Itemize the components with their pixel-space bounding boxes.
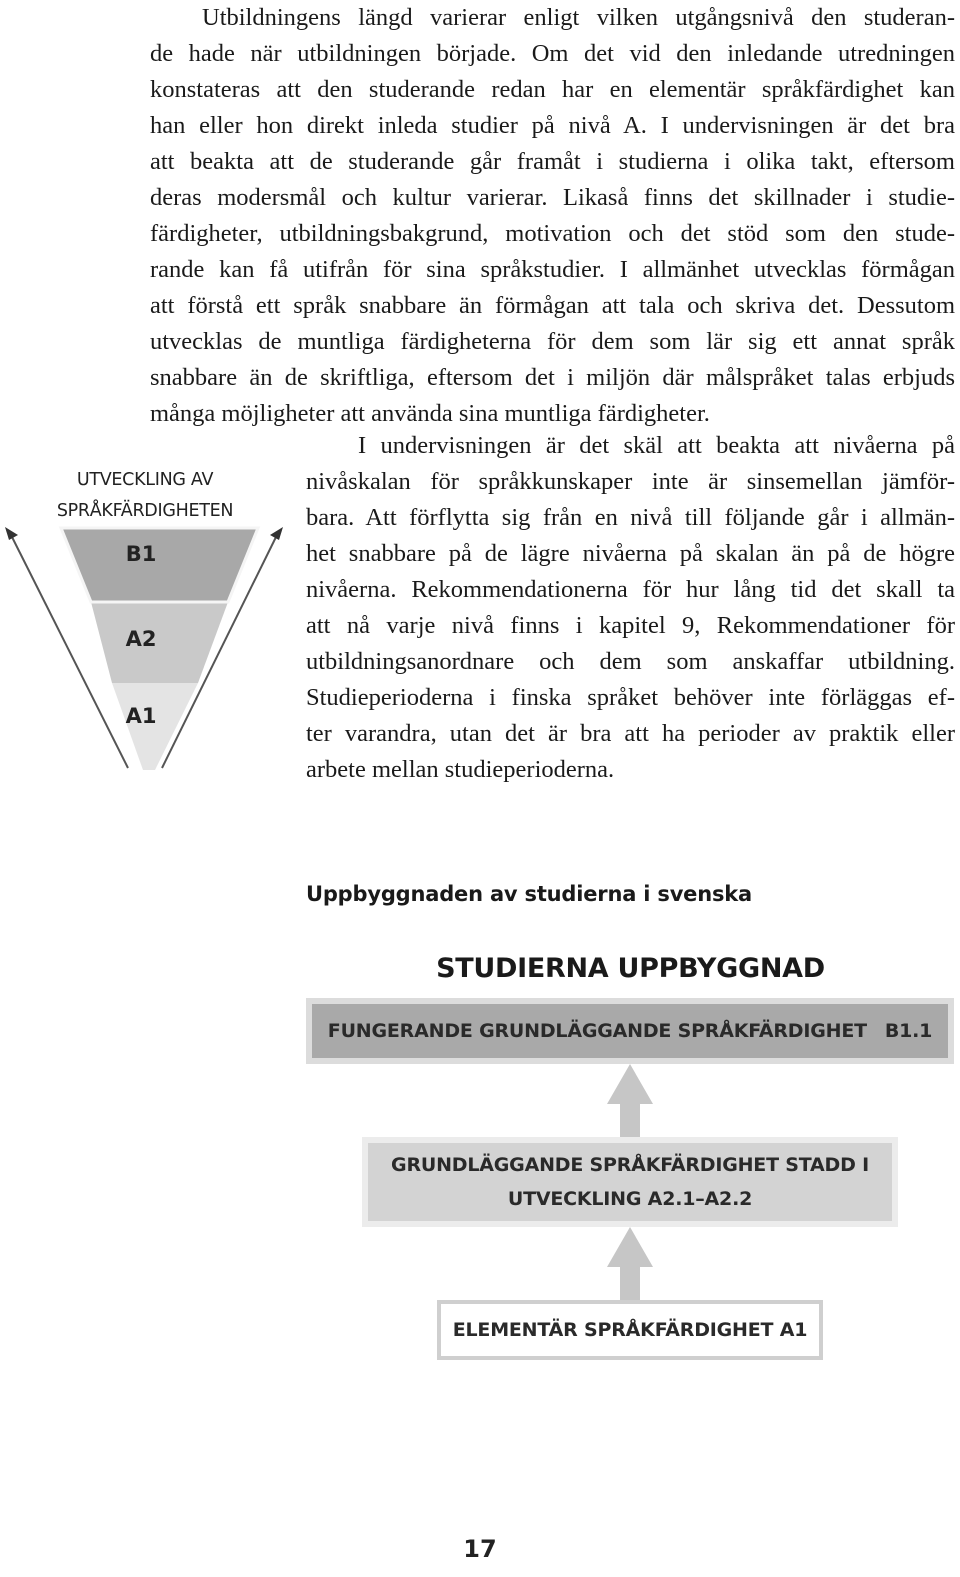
level-box-a2 [362,1137,898,1227]
funnel-caption-line-2: SPRÅKFÄRDIGHETEN [56,501,234,521]
text-line: nivåerna. Rekommendationerna för hur lång tid det skall ta [306,576,955,603]
text-line: utvecklas de muntliga färdigheterna för dem som lär sig ett annat språk [150,328,955,355]
text-line: bara. Att förflytta sig från en nivå till följande går i allmän- [306,504,955,531]
text-line: konstateras att den studerande redan har en elementär språkfärdighet kan [150,76,955,103]
funnel-caption-line-1: UTVECKLING AV [76,470,214,490]
level-box-a2-line-1: GRUNDLÄGGANDE SPRÅKFÄRDIGHET STADD I [391,1154,869,1176]
diagram-title: STUDIERNA UPPBYGGNAD [436,953,825,984]
language-development-funnel [0,465,290,785]
text-line: ter varandra, utan det är bra att ha perioder av praktik eller [306,720,955,747]
funnel-level-a1: A1 [125,704,157,728]
text-line: snabbare än de skriftliga, eftersom det i miljön där målspråket talas erbjuds [150,364,955,391]
level-box-b1-label: FUNGERANDE GRUNDLÄGGANDE SPRÅKFÄRDIGHET [327,1020,867,1042]
text-line: Studieperioderna i finska språket behöver inte förläggas ef- [306,684,955,711]
text-line: att nå varje nivå finns i kapitel 9, Rekommendationer för [306,612,955,639]
funnel-level-b1: B1 [125,542,157,566]
body-paragraph-1 [150,0,955,432]
text-line: rande kan få utifrån för sina språkstudier. I allmänhet utvecklas förmågan [150,256,955,283]
page-number: 17 [463,1535,497,1563]
text-line: många möjligheter att använda sina muntliga färdigheter. [150,400,710,427]
level-box-a1: ELEMENTÄR SPRÅKFÄRDIGHET A1 [437,1300,823,1360]
level-box-a2-line-2: UTVECKLING A2.1–A2.2 [507,1188,753,1210]
text-line: att förstå ett språk snabbare än förmågan att tala och skriva det. Dessutom [150,292,955,319]
section-heading: Uppbyggnaden av studierna i svenska [306,882,753,906]
text-line: arbete mellan studieperioderna. [306,756,615,783]
up-arrow-icon [605,1227,655,1301]
level-box-b1 [306,998,954,1064]
text-line: färdigheter, utbildningsbakgrund, motivation och det stöd som den stude- [150,220,955,247]
body-paragraph-2 [306,428,955,788]
text-line: I undervisningen är det skäl att beakta att nivåerna på [358,432,955,459]
funnel-graphic [0,465,290,785]
text-line: deras modersmål och kultur varierar. Likaså finns det skillnader i studie- [150,184,955,211]
text-line: att beakta att de studerande går framåt i studierna i olika takt, eftersom [150,148,955,175]
funnel-level-a2: A2 [125,627,157,651]
text-line: het snabbare på de lägre nivåerna på skalan än på de högre [306,540,955,567]
up-arrow-icon [605,1064,655,1138]
text-line: de hade när utbildningen började. Om det vid den inledande utredningen [150,40,955,67]
text-line: utbildningsanordnare och dem som anskaffar utbildning. [306,648,955,675]
text-line: Utbildningens längd varierar enligt vilken utgångsnivå den studeran- [202,4,955,31]
level-box-b1-code: B1.1 [884,1020,933,1042]
text-line: nivåskalan för språkkunskaper inte är sinsemellan jämför- [306,468,955,495]
text-line: han eller hon direkt inleda studier på nivå A. I undervisningen är det bra [150,112,955,139]
